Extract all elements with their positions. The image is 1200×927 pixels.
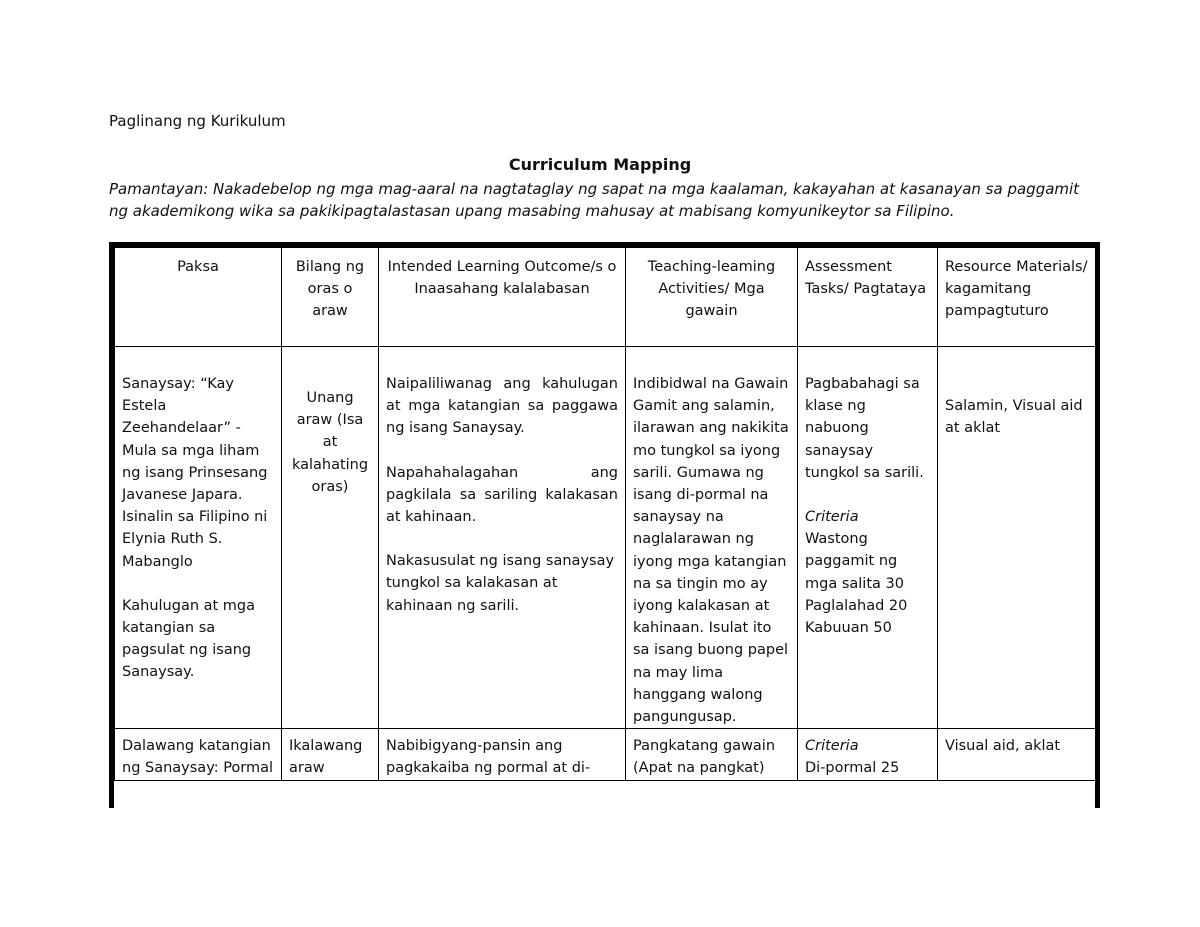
cell-paksa [115, 347, 282, 729]
criteria-line: Kabuuan 50 [805, 620, 892, 637]
header-resources: Resource Materials/ kagamitang pampagtuturo [938, 248, 1096, 347]
table-header-row [115, 248, 1096, 347]
outcome-2: Napahahalagahan ang pagkilala sa sariling kalakasan at kahinaan. [386, 464, 618, 526]
outcome-3: Nakasusulat ng isang sanaysay tungkol sa kalakasan at kahinaan ng sarili. [386, 553, 615, 614]
activities-text: Indibidwal na Gawain Gamit ang salamin, ilarawan ang nakikita mo tungkol sa iyong sarili. Gumawa ng isang di-pormal na sanaysay na naglalarawan ng iyong mga katangian na sa tingin mo ay iyong kalakasan at kahinaan. Isulat ito sa isang buong papel na may lima hanggang walong pangungusap. [633, 376, 789, 726]
criteria-line: Di-pormal 25 [805, 760, 900, 777]
cell-assessment [798, 729, 938, 780]
resources-text: Salamin, Visual aid at aklat [945, 398, 1083, 437]
criteria-label: Criteria [805, 738, 859, 755]
cell-assessment [798, 347, 938, 729]
cell-paksa: Dalawang katangian ng Sanaysay: Pormal [115, 729, 282, 780]
header-paksa: Paksa [115, 248, 282, 347]
criteria-line: Wastong paggamit ng mga salita 30 [805, 531, 904, 592]
cell-resources [938, 347, 1096, 729]
cell-oras [282, 347, 379, 729]
oras-text: Unang araw (Isa at kalahating oras) [291, 390, 369, 495]
header-assessment: Assessment Tasks/ Pagtataya [798, 248, 938, 347]
outcome-1: Naipaliliwanag ang kahulugan at mga katangian sa paggawa ng isang Sanaysay. [386, 376, 618, 437]
cell-oras: Ikalawang araw [282, 729, 379, 780]
cell-outcome: Nabibigyang-pansin ang pagkakaiba ng pormal at di- [379, 729, 626, 780]
cell-activities: Pangkatang gawain (Apat na pangkat) [626, 729, 798, 780]
table-row [115, 729, 1096, 780]
cell-outcome [379, 347, 626, 729]
standard-statement: Pamantayan: Nakadebelop ng mga mag-aaral na nagtataglay ng sapat na mga kaalaman, kakayahan at kasanayan sa paggamit ng akademikong wika sa pakikipagtalastasan upang masabing mahusay at mabisang komyunikeytor sa Filipino. [109, 180, 1080, 220]
cell-resources: Visual aid, aklat [938, 729, 1096, 780]
paksa-text: Sanaysay: “Kay Estela Zeehandelaar” - Mula sa mga liham ng isang Prinsesang Javanese Japara. Isinalin sa Filipino ni Elynia Ruth S. Mabanglo [122, 376, 268, 570]
criteria-label: Criteria [805, 509, 859, 526]
header-learning-outcome: Intended Learning Outcome/s o Inaasahang kalalabasan [379, 248, 626, 347]
paksa-subtopic: Kahulugan at mga katangian sa pagsulat ng isang Sanaysay. [122, 597, 256, 681]
table-row [115, 347, 1096, 729]
document-header-label: Paglinang ng Kurikulum [109, 112, 286, 130]
criteria-line: Paglalahad 20 [805, 597, 908, 614]
curriculum-table [109, 242, 1100, 808]
header-bilang-ng-oras: Bilang ng oras o araw [282, 248, 379, 347]
cell-activities [626, 347, 798, 729]
document-title: Curriculum Mapping [508, 155, 692, 174]
header-teaching-activities: Teaching-leaming Activities/ Mga gawain [626, 248, 798, 347]
assessment-text: Pagbabahagi sa klase ng nabuong sanaysay tungkol sa sarili. [805, 376, 924, 481]
